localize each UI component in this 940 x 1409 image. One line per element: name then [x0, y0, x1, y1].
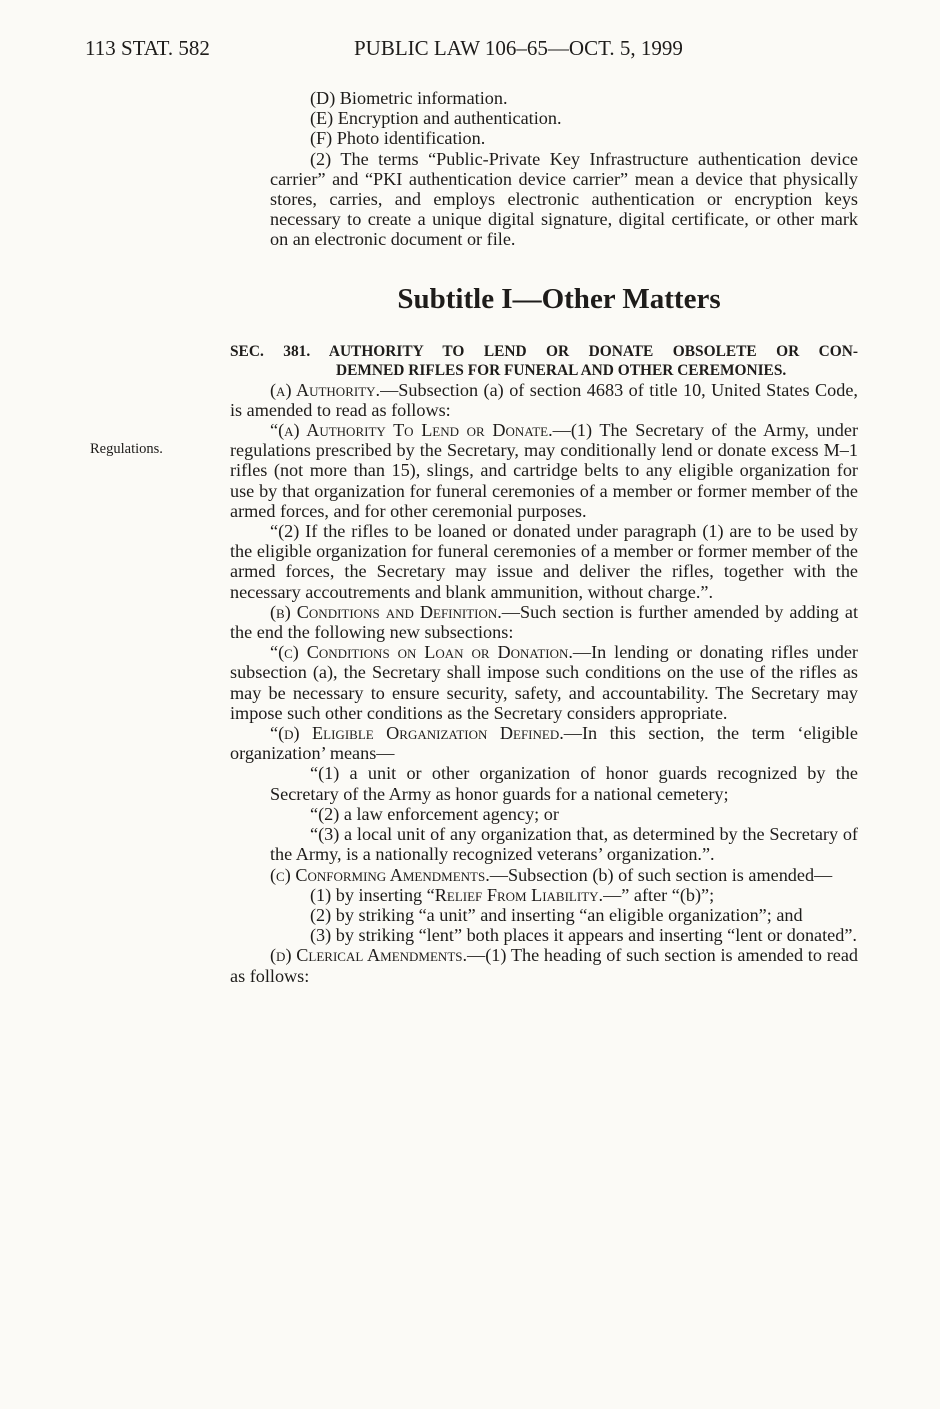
amendment-item-1-end: —” after “(b)”;	[603, 884, 715, 905]
quoted-d-text: In this section, the term ‘eligible organization’ means—	[230, 723, 858, 764]
subsection-c-text: Subsection (b) of such section is amended—	[507, 864, 833, 885]
margin-note-regulations: Regulations.	[90, 441, 163, 457]
page-running-head: PUBLIC LAW 106–65—OCT. 5, 1999	[354, 36, 683, 60]
quoted-d-heading: “(d) Eligible Organization Defined.—	[270, 723, 582, 744]
amendment-item-1	[230, 885, 858, 905]
list-item-e: (E) Encryption and authentication.	[310, 108, 562, 129]
quoted-paragraph-a2: “(2) If the rifles to be loaned or donated under paragraph (1) are to be used by the eligible organization for funeral ceremonies of a member or former member of the armed forces, the Secretary may issue and deliver the rifles, together with the necessary accoutrements and blank ammunition, without charge.”.	[230, 521, 858, 602]
subsection-a	[230, 380, 858, 420]
subsection-b-text: Such section is further amended by adding at the end the following new subsections:	[230, 601, 858, 643]
subsection-a-text: Subsection (a) of section 4683 of title 10, United States Code, is amended to read as follows:	[230, 379, 858, 420]
definition-item-2: “(2) a law enforcement agency; or	[310, 803, 559, 824]
amendment-item-1-heading: Relief From Liability.	[434, 884, 604, 905]
subsection-d-text: (1) The heading of such section is amended to read as follows:	[230, 945, 858, 986]
quoted-a-text: (1) The Secretary of the Army, under regulations prescribed by the Secretary, may conditionally lend or donate excess M–1 rifles (not more than 15), slings, and cartridge belts to any eligible organization for use by that organization for funeral ceremonies of a member or former member of the armed forces, and for other ceremonial purposes.	[230, 420, 858, 521]
page-stat-number: 113 STAT. 582	[85, 36, 210, 60]
list-item-d: (D) Biometric information.	[310, 88, 508, 108]
amendment-item-3: (3) by striking “lent” both places it appears and inserting “lent or donated”.	[310, 925, 857, 946]
subtitle-heading: Subtitle I—Other Matters	[397, 282, 721, 315]
section-heading-line1: SEC. 381. AUTHORITY TO LEND OR DONATE OBSOLETE OR CON-	[230, 342, 858, 360]
quoted-subsection-c	[230, 642, 858, 723]
section-heading-line2: DEMNED RIFLES FOR FUNERAL AND OTHER CEREMONIES.	[336, 361, 787, 379]
subsection-d-heading: (d) Clerical Amendments.—	[270, 945, 486, 966]
quoted-subsection-d	[230, 723, 858, 763]
subsection-c-heading: (c) Conforming Amendments.—	[270, 864, 508, 885]
amendment-item-2: (2) by striking “a unit” and inserting “an eligible organization”; and	[310, 904, 803, 925]
subsection-b	[230, 602, 858, 642]
subsection-d	[230, 945, 858, 985]
definition-item-1: “(1) a unit or other organization of honor guards recognized by the Secretary of the Army as honor guards for a national cemetery;	[270, 763, 858, 804]
subsection-c	[230, 865, 858, 885]
section-heading	[230, 342, 858, 380]
paragraph-2-definition: (2) The terms “Public-Private Key Infrastructure authentication device carrier” and “PKI authentication device carrier” mean a device that physically stores, carries, and employs electronic authentication or encryption keys necessary to create a unique digital signature, digital certificate, or other mark on an electronic document or file.	[270, 148, 858, 250]
quoted-c-text: In lending or donating rifles under subsection (a), the Secretary shall impose such conditions on the use of the rifles as may be necessary to ensure security, safety, and accountability. The Secretary may impose such other conditions as the Secretary considers appropriate.	[230, 642, 858, 723]
definition-item-3: “(3) a local unit of any organization that, as determined by the Secretary of the Army, is a nationally recognized veterans’ organization.”.	[270, 824, 858, 865]
subsection-b-heading: (b) Conditions and Definition.—	[270, 601, 520, 622]
amendment-item-1-start: (1) by inserting “	[310, 884, 435, 905]
subsection-a-heading: (a) Authority.—	[270, 379, 399, 400]
list-item-f: (F) Photo identification.	[310, 128, 486, 149]
quoted-a-heading: “(a) Authority To Lend or Donate.—	[270, 420, 571, 441]
quoted-c-heading: “(c) Conditions on Loan or Donation.—	[270, 642, 592, 663]
page-body	[230, 88, 858, 986]
quoted-subsection-a	[230, 420, 858, 521]
